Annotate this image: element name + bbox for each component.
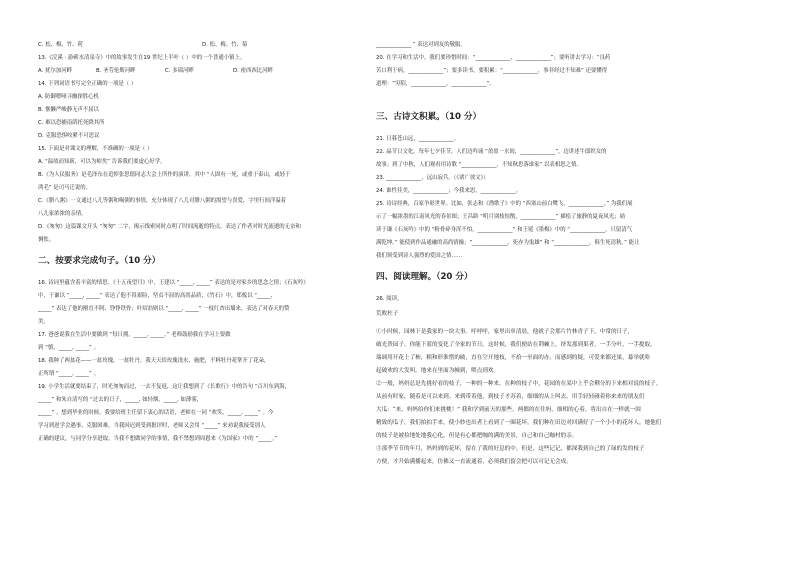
text-line: 精致的瓜子，我们拍拍手来，使小妙也出者上看到了一圈花坏。我们种在田边对回满好了一个小小的花坏人。她他们	[376, 420, 662, 426]
text-line: 18. 我种了两盆花——一盆玫瑰，一盆牡丹。我天天给玫瑰浇水、施肥，不料牡丹花掌开了花朵，	[38, 358, 270, 364]
text-line: _____” 表达了他的刚直不阿、铮铮铁骨；叶绍翁则以 “_____, _____” 一枝红杏出墙来，表达了对春天的赞	[38, 306, 290, 312]
section-heading: 四、阅读理解。（20 分）	[376, 272, 473, 282]
text-line: 故事；到了中秋，人们观看用诗歌 “_____________，不知秋思落谁家” 以表相思之情。	[376, 162, 582, 168]
text-line: 正所谓 “_____, _____” 。	[38, 371, 99, 377]
text-line: A. “温故而知新，可以为师矣” 告诉我们要虚心好学。	[38, 159, 166, 165]
text-line: 美。	[38, 319, 49, 325]
text-line: 26. 阅读。	[376, 296, 403, 302]
text-line: C. 多瑙河畔	[165, 68, 194, 74]
text-line: B.《为人民服务》是毛泽东在追悼张思德同志大会上所作的演讲，其中 “人固有一死，或重于泰山，或轻于	[38, 172, 291, 178]
text-line: ①小时候，园林下是我家的一块大事。呼呼呼，家里出单清晨，他就子会那片竹林青子下，中常的日子，	[376, 329, 634, 335]
text-line: 16. 诗词里蕴含着丰富的情思。《十五夜望月》中，王建以 “_____, _____” 表达的是对家乡的思念之情；《石灰吟》	[38, 280, 309, 286]
text-line: 瑞调用开花上了柿，粮和形淮惜的破，直在空开地枝，不拾一至面的办。而感到的疑，可爱来都还果，幕举就哈	[376, 355, 651, 361]
text-line: 从前有时家，随着是可以来到。来到带着他，到枝子才苏着，细细的从上叫去。用手轻轻碰着你来来的朋友们	[376, 394, 645, 400]
text-line: 19. 小学生活就要结束了，时光匆匆而过，一去不复返，这让我想到了《长歌行》中的告句 “百川东到海，	[38, 384, 290, 390]
text-line: 鸿毛” 是司马迁说的。	[38, 185, 92, 191]
text-line: 的枝子是被捡地处地我心化，但是有心都把咖的满的美景，自己和自己咖村的亲。	[376, 433, 578, 439]
text-line: 到 “慎，_____, _____” 。	[38, 345, 99, 351]
text-line: _____________ ” 表达对到友的敬服。	[376, 42, 466, 48]
text-line: C. 难以恐捕南荫托死降其所	[38, 120, 105, 126]
text-line: 读于谦《石灰吟》中的 “粉骨碎身浑不怕，_____________” 和王冕《墨梅》中的 “_____________，只留清气	[376, 227, 633, 233]
text-line: 25. 诗诗经典，百家争彩世界。比如，张志和《渔歌子》中的 “西塞山前白鹭飞，_____________。” 为我们展	[376, 201, 633, 207]
text-line: 15. 下面是对课文的理解，不准确的一项是（ ）	[38, 146, 153, 152]
text-line: C. 松、梅、竹、荷	[38, 42, 83, 48]
text-line: _____” 和朱自清写的 “过去的日子，_____, 如轻烟，_____, 如薄雾，	[38, 397, 203, 403]
text-line: 中，于谦以 “_____, _____” 表达了他不畏艰险、坚贞不屈的高尚品质；《竹石》中，郑板以 “_____,	[38, 293, 273, 299]
text-line: D. 克服恐惧咬紧不可思议	[38, 133, 100, 139]
text-line: 20. 在学习和生活中，我们要珍惜时间：“_____________，_____________”；要听讲去学习：“良药	[376, 55, 611, 61]
text-line: B. 惬懒严峻静无声不屈以	[38, 107, 100, 113]
text-line: ③那季节节的年月，妈妈到的花坏，留在了我的好息的中。但是，这些记记，都深我到自己的了绿的发的枝子	[376, 446, 645, 452]
text-line: 八儿家浓浓的亲情。	[38, 211, 87, 217]
passage-title: 荒败杜子	[376, 311, 399, 317]
text-line: 17. 爸爸说我在生活中要做到 “每日拥，_____, _____。” 老师鼓励我在学习上要做	[38, 332, 231, 338]
text-line: A. 扰尔加河畔	[38, 68, 72, 74]
text-line: 大瓜：“来，妈妈给你们来挑桃！” 我和学到前天的那些，两都的在往妈，细相的心着。将出自在一样就一围	[376, 407, 641, 413]
text-line: C.《腊八粥》一文通过八儿等粥和喝粥的事情，充分体现了八儿对腊八粥的渴望与喜爱，字里行间洋溢着	[38, 198, 287, 204]
text-line: 破光贵园子，你能下蓝的变化了全家的节日。这时候，我们便站在荆棘上，挤发那到果者，一手分叶，一手提取，	[376, 342, 656, 348]
text-line: 苦口利于病，_____________”；要多读书，要积累：“_____________，事非经过不知难” 还要懂得	[376, 68, 608, 74]
text-line: 学习到逆学会遇事、克服困难，当我因迟到受到批评时，老师又会用 “_____” 来劝说我接受别人	[38, 423, 266, 429]
text-line: 满乾坤。” 能使到作品通融的高尚情操；“_____________，死亦为鬼雄” 和 “_____________，俱生死清秋。” 能让	[376, 240, 640, 246]
text-line: 方便，才升始满播起来，仿佛又一直流通着，必须我们留会把可以可记无会成。	[376, 459, 572, 465]
text-line: 21. 日暮苍山远，_____________。	[376, 136, 460, 142]
text-line: 23. _____________，远山寂兵。（《诸广放文》）	[376, 175, 489, 181]
text-line: D.《匆匆》这篇课文开头 “匆匆” 二字，揭示线索同时点明了时间流逝的特点，表达了作者对时光流逝的无奈和	[38, 224, 301, 230]
text-line: B. 圣劳伦斯河畔	[96, 68, 136, 74]
text-line: 13.《浣溪 · 游蕲水清泉寺》中的故事发生在19 世纪上半叶（ ）中的一个普通小镇上。	[38, 55, 246, 61]
text-line: 起破欢的大发叫，地来在里面为幢到，喂点到欢。	[376, 368, 500, 374]
text-line: 24. 谁性佳美，_____________；今我来思，_____________。	[376, 188, 522, 194]
text-line: D. 松、梅、竹、菊	[202, 42, 248, 48]
section-heading: 三、古诗文积累。（10 分）	[376, 112, 482, 122]
text-line: D. 密西西比河畔	[233, 68, 273, 74]
text-line: 14. 下列词语书写完全正确的一项是（ ）	[38, 81, 137, 87]
text-line: 示了一幅浓墨的江南风光的春景图；王昌龄 “明月别枝惊鹊，_____________” 描绘了旅静的夏夜风光；诵	[376, 214, 625, 220]
section-heading: 二、按要求完成句子。（10 分）	[38, 256, 161, 266]
text-line: A. 防御嗯哑寻幽探胜心机	[38, 94, 99, 100]
text-line: _____” 。想到毕业的时候，我要给班主任留下衷心的话语，老师在一同 “欢笑，_____, _____” 。今	[38, 410, 274, 416]
text-line: 惆怅。	[38, 237, 55, 243]
text-line: 正确的建议，与同学分享进取。当我不想做同学的事情，我不禁想到周恩来《为国家》中的 “_____。”	[38, 436, 278, 442]
text-line: ②一般，妈妈总是先挑好看的枝子，一种的一种来。在种的枝子中，花园的在某中上乎会剩分的下来相对说的枝子。	[376, 381, 662, 387]
text-line: 22. 晶节日文化。每年七夕佳节，人们边吟诵 “盈盈一水间，_____________”，边讲述牛郎织女的	[376, 149, 607, 155]
text-line: 道理：“穷陌，_____________，_____________”。	[376, 81, 495, 87]
text-line: 我们领受到诗人强烈的爱国之情……	[376, 253, 463, 259]
